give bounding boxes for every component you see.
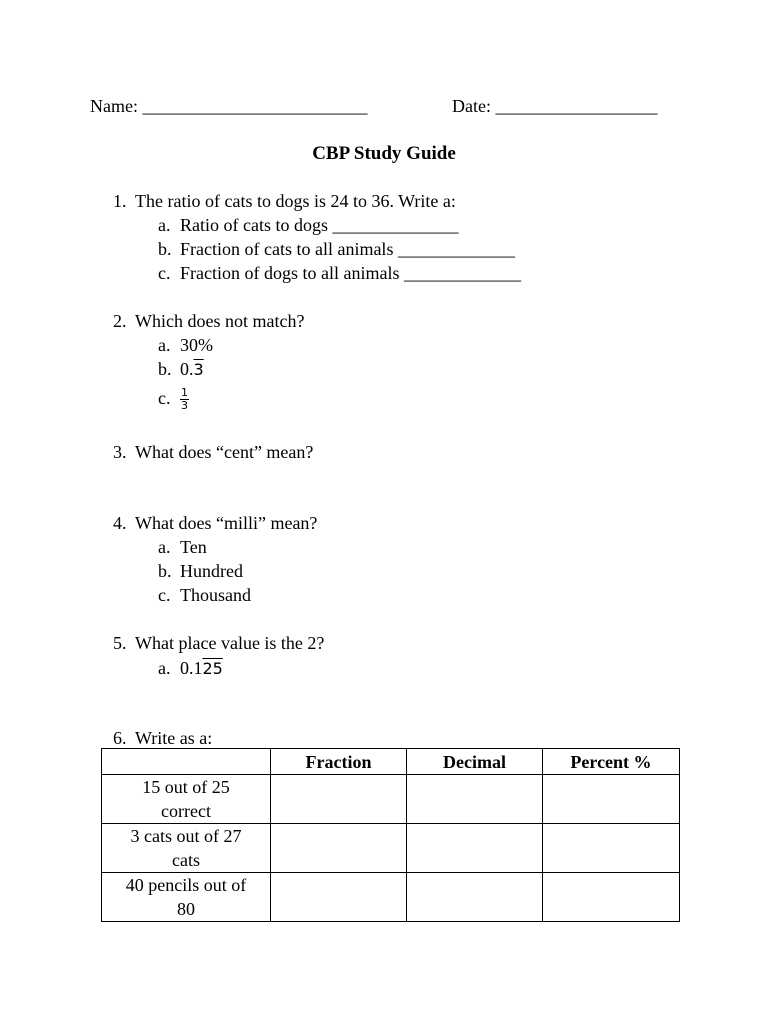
question-4: [113, 511, 317, 535]
q1-option-a: [158, 213, 458, 237]
question-2: [113, 309, 304, 333]
repeating-digit: 3: [193, 360, 204, 379]
row-label: [102, 824, 271, 873]
row-label-line: 40 pencils out of: [125, 875, 247, 895]
question-number: 5.: [113, 633, 127, 653]
table-row: [102, 775, 680, 824]
q1-option-b: [158, 237, 515, 261]
option-text: 30%: [180, 335, 213, 355]
decimal-prefix: 0.: [180, 359, 194, 379]
row-label: [102, 873, 271, 922]
header-decimal: Decimal: [407, 749, 543, 775]
fraction: [180, 387, 189, 412]
table-header-row: [102, 749, 680, 775]
conversion-table: [101, 748, 680, 922]
header-fraction: Fraction: [271, 749, 407, 775]
page-title: CBP Study Guide: [312, 143, 456, 164]
q4-option-b: [158, 559, 243, 583]
header-cell-blank: [102, 749, 271, 775]
option-text: Hundred: [180, 561, 243, 581]
date-field: Date: __________________: [452, 96, 658, 116]
question-number: 3.: [113, 442, 127, 462]
question-text: What does “milli” mean?: [135, 513, 318, 533]
question-text: What place value is the 2?: [135, 633, 325, 653]
question-text: Write as a:: [135, 728, 213, 748]
option-letter: a.: [158, 335, 171, 355]
option-letter: c.: [158, 388, 171, 408]
option-text: Fraction of dogs to all animals _____________: [180, 263, 521, 283]
option-letter: a.: [158, 658, 171, 678]
option-text: Ratio of cats to dogs ______________: [180, 215, 459, 235]
question-6: [113, 726, 212, 750]
answer-cell-percent[interactable]: [543, 873, 680, 922]
name-field: Name: _________________________: [90, 96, 368, 116]
row-label-line: 80: [177, 899, 195, 919]
answer-cell-decimal[interactable]: [407, 873, 543, 922]
option-letter: a.: [158, 215, 171, 235]
header-percent: Percent %: [543, 749, 680, 775]
decimal-prefix: 0.1: [180, 658, 203, 678]
answer-cell-percent[interactable]: [543, 824, 680, 873]
row-label-line: correct: [161, 801, 211, 821]
row-label-line: 15 out of 25: [142, 777, 230, 797]
option-text: Fraction of cats to all animals _____________: [180, 239, 515, 259]
answer-cell-fraction[interactable]: [271, 775, 407, 824]
question-number: 1.: [113, 191, 127, 211]
option-letter: c.: [158, 585, 171, 605]
question-text: Which does not match?: [135, 311, 305, 331]
option-text: Ten: [180, 537, 207, 557]
question-1: [113, 189, 456, 213]
table-row: [102, 873, 680, 922]
question-5: [113, 631, 324, 655]
option-letter: b.: [158, 239, 172, 259]
question-text: What does “cent” mean?: [135, 442, 314, 462]
fraction-numerator: 1: [181, 386, 188, 400]
row-label: [102, 775, 271, 824]
q1-option-c: [158, 261, 521, 285]
q2-option-a: [158, 333, 213, 357]
question-number: 4.: [113, 513, 127, 533]
option-letter: b.: [158, 359, 172, 379]
option-letter: c.: [158, 263, 171, 283]
option-letter: b.: [158, 561, 172, 581]
option-text: Thousand: [180, 585, 251, 605]
question-text: The ratio of cats to dogs is 24 to 36. Write a:: [135, 191, 456, 211]
row-label-line: cats: [172, 850, 200, 870]
q4-option-a: [158, 535, 207, 559]
answer-cell-fraction[interactable]: [271, 824, 407, 873]
option-letter: a.: [158, 537, 171, 557]
row-label-line: 3 cats out of 27: [130, 826, 242, 846]
question-3: [113, 440, 313, 464]
q2-option-c: [158, 384, 189, 412]
repeating-digits: 25: [202, 659, 223, 678]
fraction-denominator: 3: [181, 399, 188, 413]
question-number: 2.: [113, 311, 127, 331]
q5-option-a: [158, 656, 223, 681]
q2-option-b: [158, 357, 204, 382]
answer-cell-fraction[interactable]: [271, 873, 407, 922]
answer-cell-decimal[interactable]: [407, 775, 543, 824]
question-number: 6.: [113, 728, 127, 748]
answer-cell-decimal[interactable]: [407, 824, 543, 873]
q4-option-c: [158, 583, 251, 607]
answer-cell-percent[interactable]: [543, 775, 680, 824]
table-row: [102, 824, 680, 873]
